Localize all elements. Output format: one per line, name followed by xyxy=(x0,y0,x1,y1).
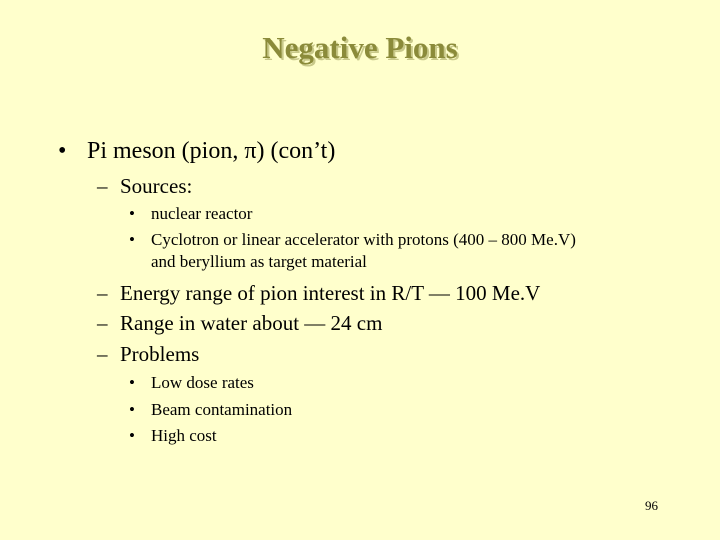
page-number: 96 xyxy=(645,498,658,513)
problem-item-low-dose: Low dose rates xyxy=(151,373,254,392)
bullet-marker: • xyxy=(129,426,135,445)
sub-bullet-energy-range: Energy range of pion interest in R/T — 100 Me.V xyxy=(120,281,541,305)
bullet-marker: • xyxy=(129,204,135,223)
problem-item-high-cost: High cost xyxy=(151,426,217,445)
sub-bullet-sources: Sources: xyxy=(120,174,193,198)
bullet-marker: • xyxy=(129,400,135,419)
bullet-marker: • xyxy=(129,230,135,249)
dash-marker: – xyxy=(97,281,108,305)
bullet-pion-meson: Pi meson (pion, π) (con’t) xyxy=(87,138,336,164)
source-item-accelerator-continued: and beryllium as target material xyxy=(151,252,367,271)
source-item-nuclear-reactor: nuclear reactor xyxy=(151,204,253,223)
bullet-marker: • xyxy=(129,373,135,392)
slide-title: Negative Pions xyxy=(262,30,458,65)
dash-marker: – xyxy=(97,342,108,366)
dash-marker: – xyxy=(97,174,108,198)
dash-marker: – xyxy=(97,311,108,335)
source-item-accelerator: Cyclotron or linear accelerator with protons (400 – 800 Me.V) xyxy=(151,230,576,249)
sub-bullet-range-in-water: Range in water about — 24 cm xyxy=(120,311,383,335)
problem-item-beam-contamination: Beam contamination xyxy=(151,400,293,419)
bullet-marker: • xyxy=(58,138,67,164)
sub-bullet-problems: Problems xyxy=(120,342,200,366)
